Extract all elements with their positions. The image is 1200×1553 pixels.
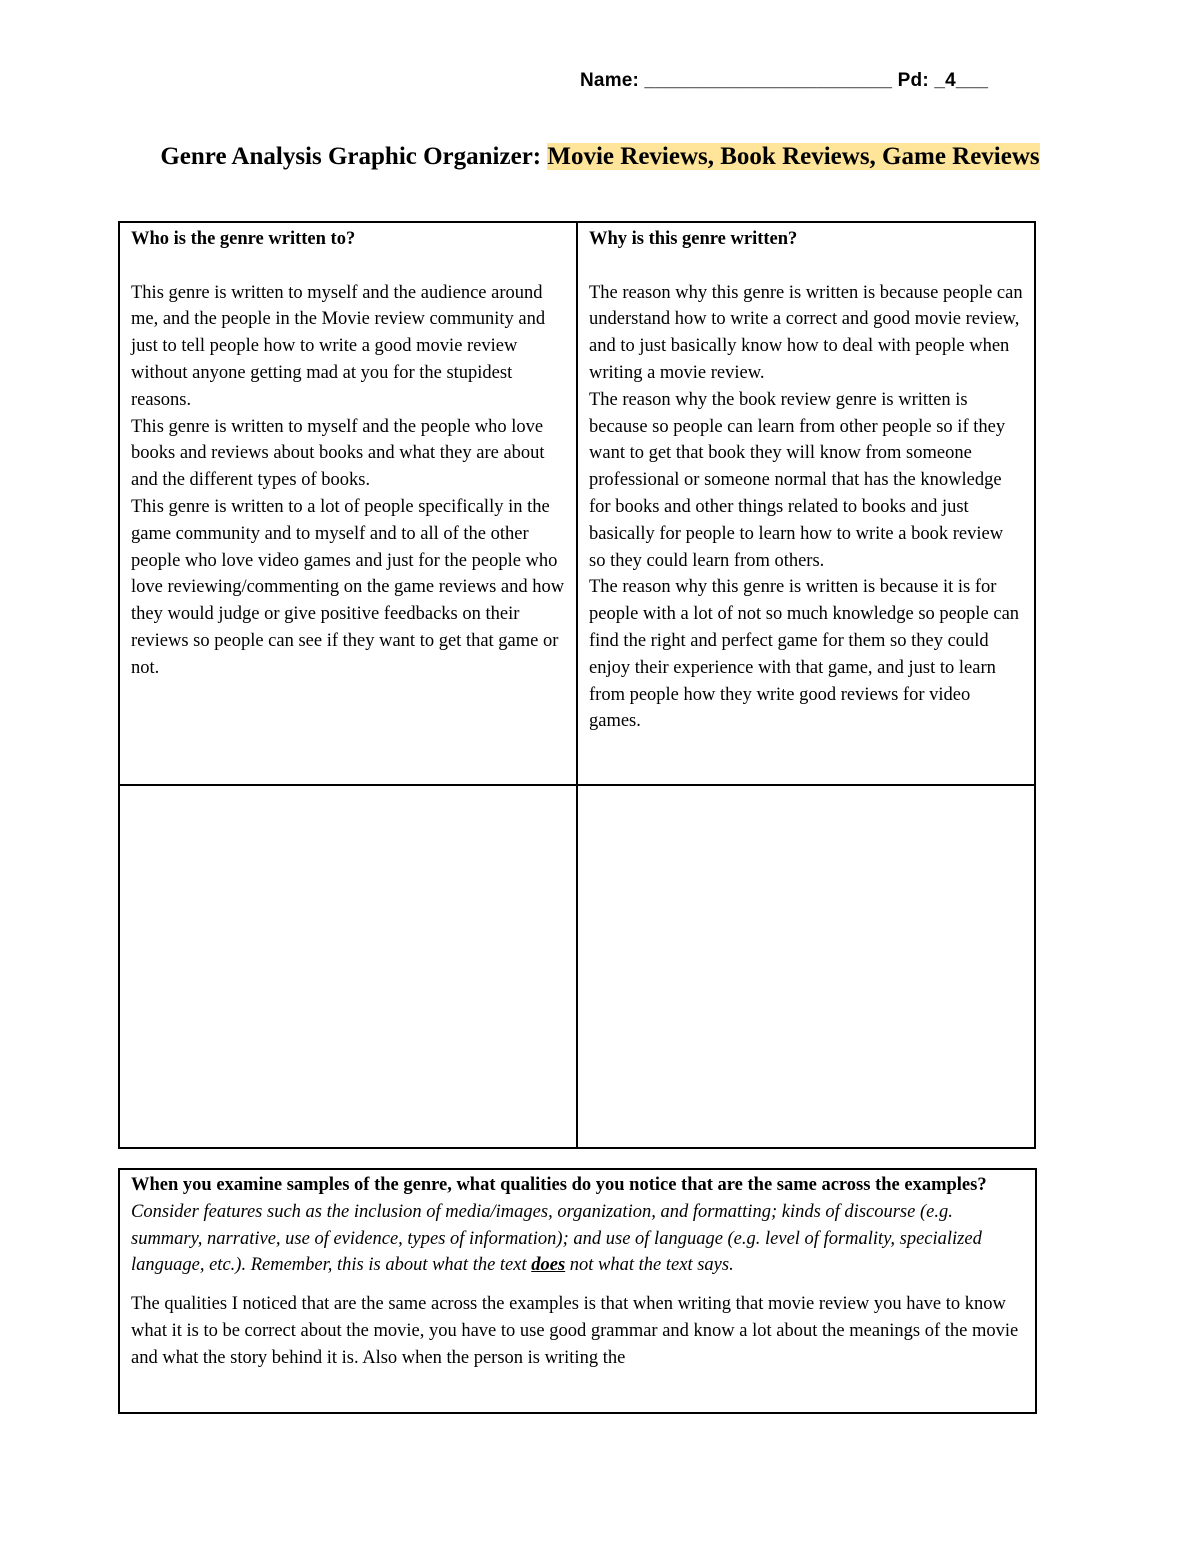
who-answer-game: This genre is written to a lot of people specifically in the game community and to myself and to all of the other people who love video games and just for the people who love reviewing/commenting on the game reviews and how they would judge or give positive feedbacks on their reviews so people can see if they want to get that game or not. xyxy=(131,496,565,678)
why-cell[interactable] xyxy=(577,222,1035,785)
organizer-row xyxy=(119,222,1035,785)
empty-cell-left[interactable] xyxy=(119,785,577,1148)
who-question: Who is the genre written to? xyxy=(131,229,356,249)
who-answer-book: This genre is written to myself and the people who love books and reviews about books and what they are about and the different types of books. xyxy=(131,416,545,491)
who-answer-movie: This genre is written to myself and the audience around me, and the people in the Movie review community and just to tell people how to write a good movie review without anyone getting mad at you for the stupidest reasons. xyxy=(131,282,546,410)
empty-cell-right[interactable] xyxy=(577,785,1035,1148)
qualities-answer: The qualities I noticed that are the same across the examples is that when writing that movie review you have to know what it is to be correct about the movie, you have to use good grammar and know a lot about the meanings of the movie and what the story behind it is. Also when the person is writing the xyxy=(131,1294,1019,1368)
why-answer-movie: The reason why this genre is written is because people can understand how to write a correct and good movie review, and to just basically know how to deal with people when writing a movie review. xyxy=(589,282,1023,383)
qualities-hint-emphasis: does xyxy=(531,1255,566,1276)
name-period-line: Name: _______________________ Pd: _4___ xyxy=(580,70,989,91)
why-answer-book: The reason why the book review genre is written is because so people can learn from other people so if they want to get that book they will know from someone professional or someone normal that has the knowledge for books and other things related to books and just basically for people to learn how to write a book review so they could learn from others. xyxy=(589,389,1006,571)
qualities-hint: Consider features such as the inclusion of media/images, organization, and formatting; kinds of discourse (e.g. summary, narrative, use of evidence, types of information); and use of language (e.g. level of formality, specialized language, etc.). Remember, this is about what the text xyxy=(131,1201,982,1276)
title-genres-highlight: Movie Reviews, Book Reviews, Game Reviews xyxy=(547,143,1040,170)
title-prefix: Genre Analysis Graphic Organizer: xyxy=(160,143,548,170)
page-title xyxy=(140,140,1060,174)
organizer-table xyxy=(118,221,1036,1149)
who-cell[interactable] xyxy=(119,222,577,785)
why-answer-game: The reason why this genre is written is because it is for people with a lot of not so much knowledge so people can find the right and perfect game for them so they could enjoy their experience with that game, and just to learn from people how they write good reviews for video games. xyxy=(589,577,1020,732)
qualities-prompt xyxy=(131,1172,1025,1279)
organizer-row xyxy=(119,785,1035,1148)
qualities-hint-end: not what the text says. xyxy=(565,1255,734,1276)
qualities-question: When you examine samples of the genre, what qualities do you notice that are the same across the examples? xyxy=(131,1175,987,1195)
qualities-box[interactable] xyxy=(118,1168,1037,1414)
why-question: Why is this genre written? xyxy=(589,229,798,249)
